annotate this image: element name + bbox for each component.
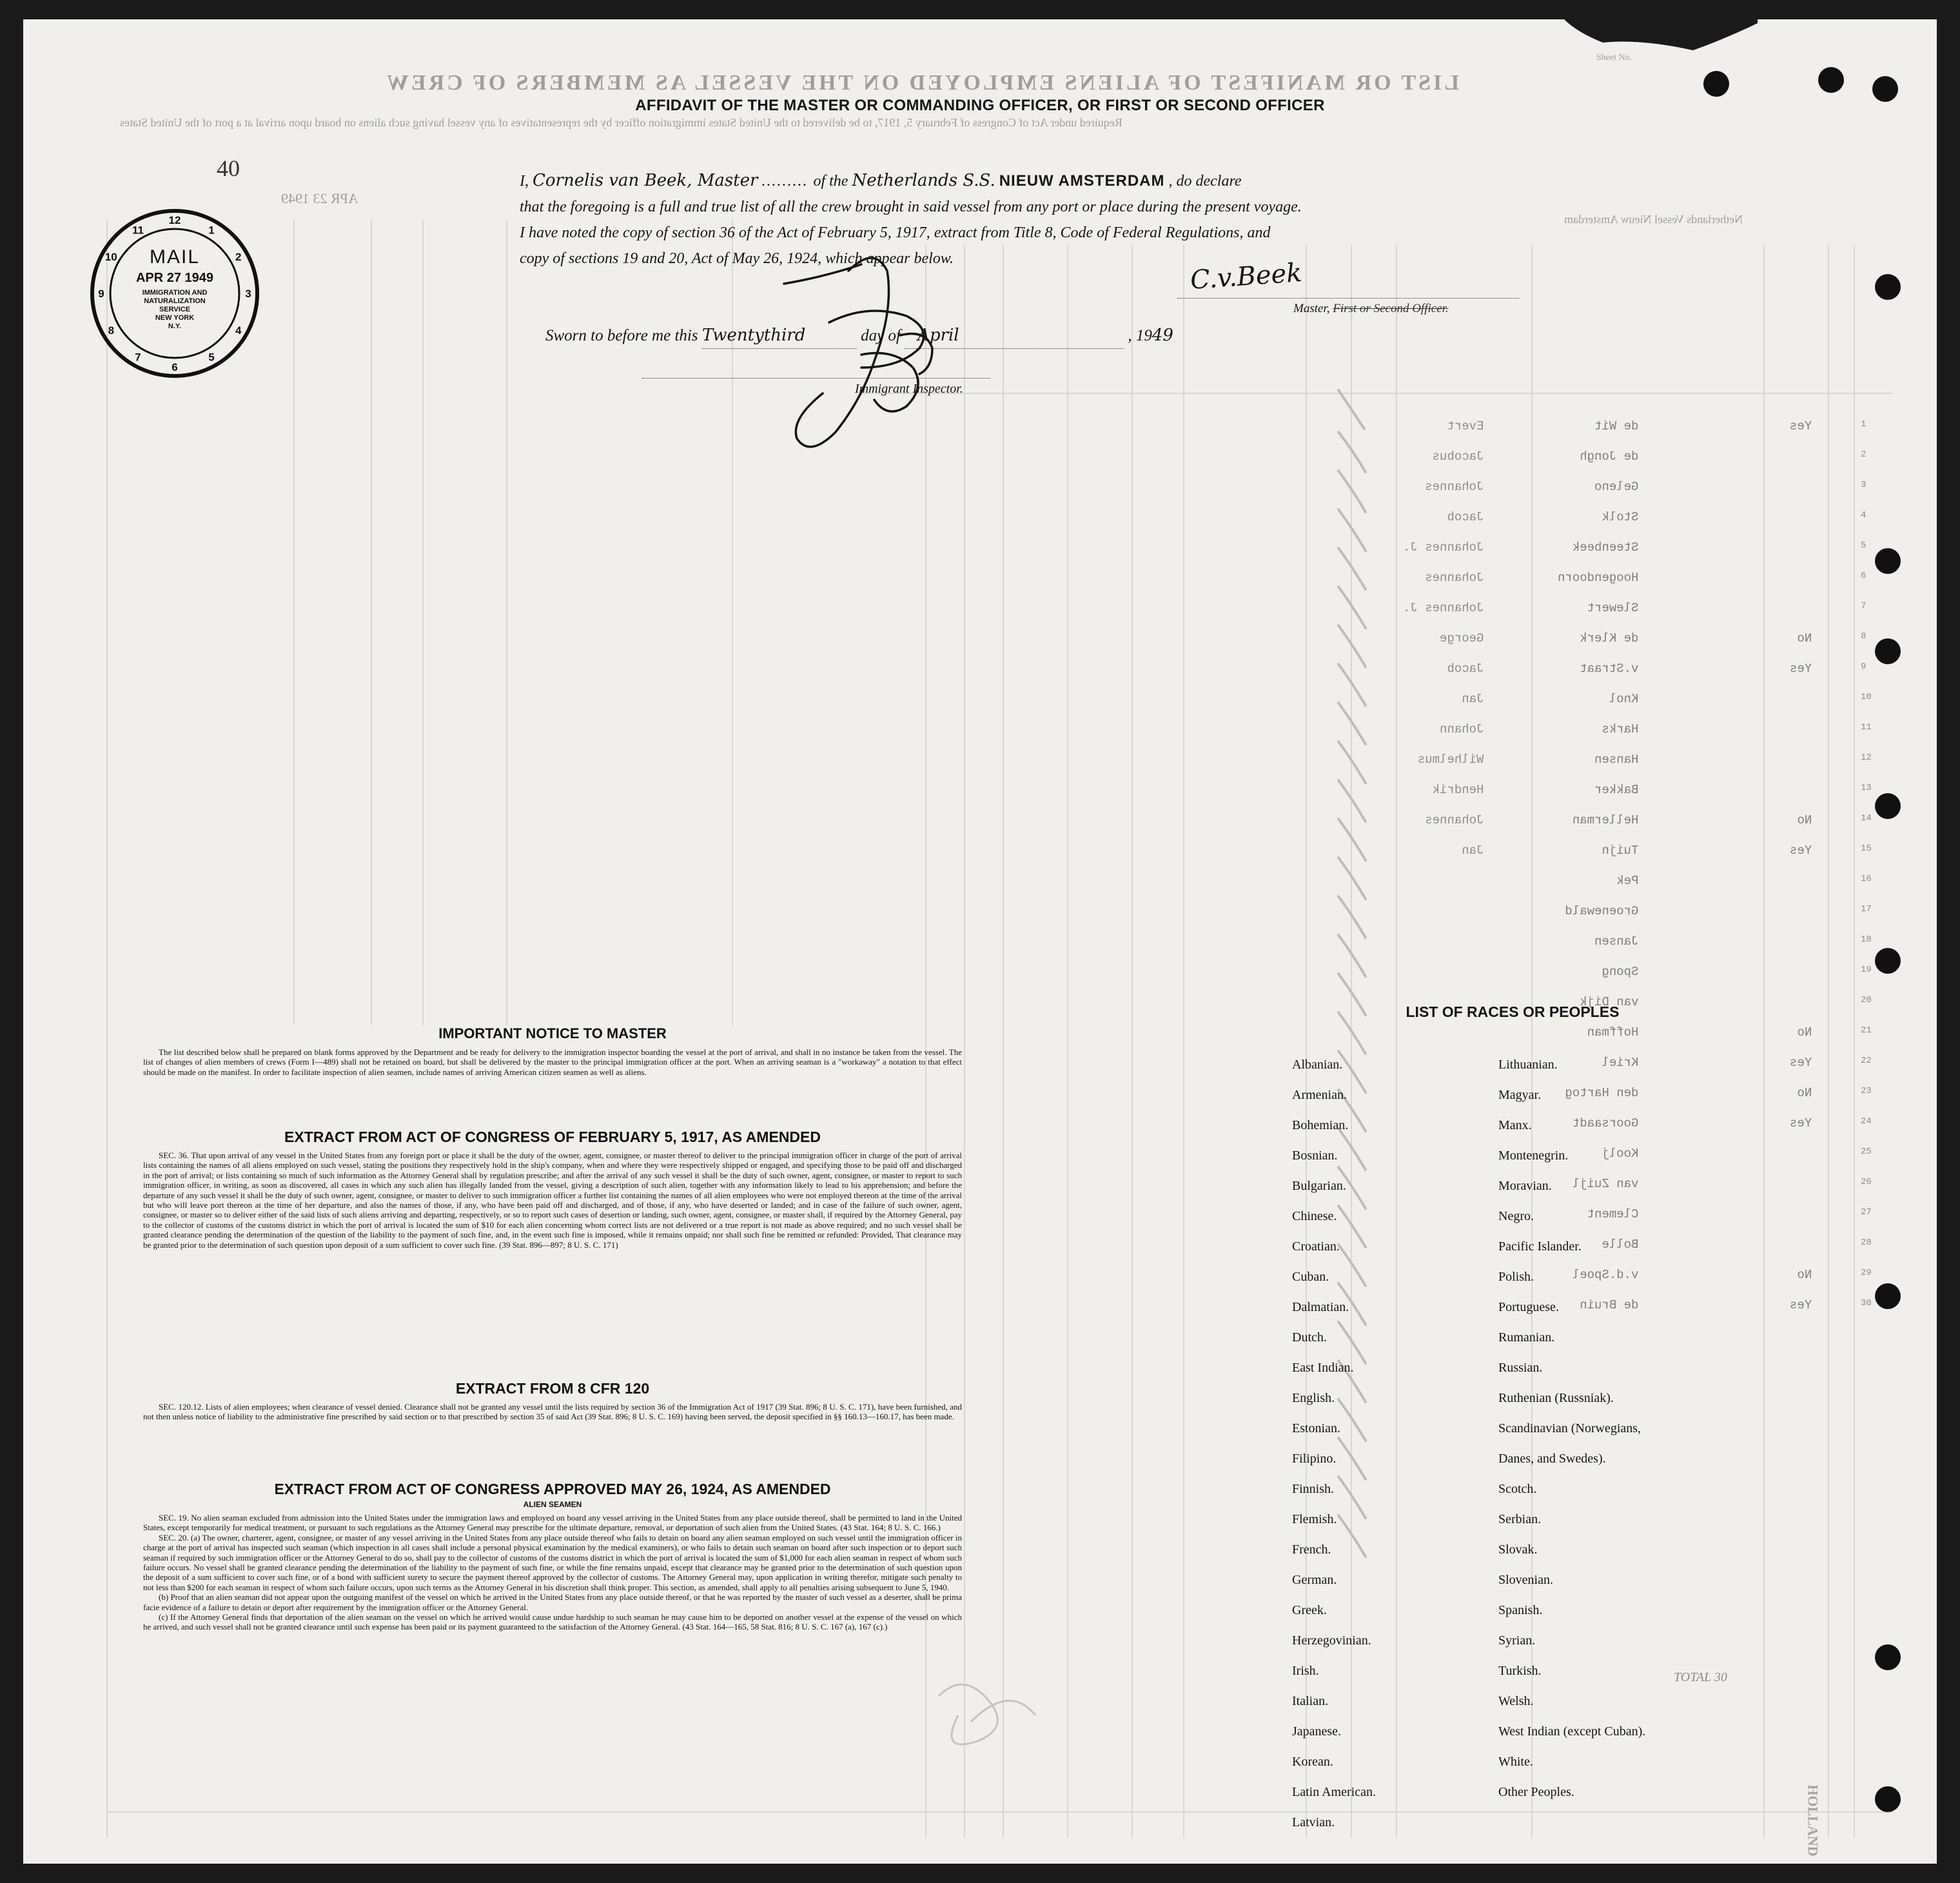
bleed-row-number: 3 (1861, 480, 1867, 490)
vessel-name: NIEUW AMSTERDAM (999, 172, 1165, 190)
bleed-yes-no: Yes (1790, 419, 1812, 433)
list-number: 40 (217, 155, 240, 181)
bleed-yes-no: Yes (1790, 1298, 1812, 1312)
bleed-yes-no (1790, 510, 1812, 540)
race-item: Latin American. (1292, 1785, 1376, 1799)
bleed-first-name: Hendrik (1432, 783, 1484, 797)
race-item: West Indian (except Cuban). (1498, 1724, 1646, 1739)
race-item: Polish. (1498, 1270, 1534, 1284)
faded-vessel-name: Netherlands Vessel Nieuw Amsterdam (1564, 213, 1743, 226)
bleed-row-number: 10 (1861, 692, 1872, 702)
inspector-signature (732, 245, 1042, 477)
punch-hole (1875, 793, 1901, 819)
bleed-first-name: Evert (1447, 419, 1484, 433)
race-item: Danes, and Swedes). (1498, 1452, 1606, 1466)
bleed-yes-no (1790, 540, 1812, 571)
affidavit-line-2: that the foregoing is a full and true list of all the crew brought in said vessel from any port or place during the present voyage. (520, 199, 1302, 215)
bleed-yes-no: No (1797, 1025, 1812, 1040)
bleed-first-name (1403, 934, 1484, 965)
sworn-month: April (905, 322, 1124, 349)
race-item: Finnish. (1292, 1482, 1335, 1496)
stamp-dial-number: 2 (235, 251, 242, 263)
sworn-line: Sworn to before me this Twentythird day of April , 1949 (520, 322, 1519, 349)
race-item: Scandinavian (Norwegians, (1498, 1421, 1642, 1435)
bleed-last-name: Hoogendoorn (1558, 571, 1639, 585)
manifest-page (23, 19, 1937, 1864)
bleed-first-name: Jacobus (1432, 449, 1484, 464)
bleed-last-name: Knol (1609, 692, 1639, 706)
bleed-last-name: de Jongh (1580, 449, 1639, 464)
race-item: Rumanian. (1498, 1330, 1555, 1345)
extract-cfr-title: EXTRACT FROM 8 CFR 120 (455, 1380, 650, 1397)
bleed-yes-no: Yes (1790, 1056, 1812, 1070)
punch-hole (1875, 1283, 1901, 1309)
race-item: Italian. (1292, 1694, 1329, 1708)
affidavit-line-3: I have noted the copy of section 36 of the Act of February 5, 1917, extract from Title 8, Code of Federal Regulations, and (520, 224, 1271, 241)
bleed-last-name: de Bruin (1580, 1298, 1639, 1312)
bleed-row-number: 24 (1861, 1116, 1872, 1127)
race-item: Dutch. (1292, 1330, 1327, 1345)
bleed-last-name: Goorsaadt (1572, 1116, 1639, 1130)
bleed-last-name: Jansen (1594, 934, 1639, 949)
bleed-holland-stamp: HOLLAND (1805, 1784, 1821, 1857)
race-item: Slovenian. (1498, 1573, 1553, 1587)
sworn-year: 49 (1152, 326, 1173, 345)
punch-hole (1875, 274, 1901, 300)
bleed-yes-no: Yes (1790, 662, 1812, 676)
bleed-last-name: Slewert (1587, 601, 1639, 615)
race-item: Lithuanian. (1498, 1058, 1558, 1072)
extract-cfr-body: SEC. 120.12. Lists of alien employees; when clearance of vessel denied. Clearance shall not be granted any vessel until the lists required by section 36 of the Immigration Act of 1917 (39 Stat. 896; 8 U. S. C. 171), have been furnished, and not then unless notice of liability to the administrative fine prescribed by said section or to that prescribed by section 35 of said Act (39 Stat. 896; 8 U. S. C. 169) having been served, the deposit specified in §§ 160.13—160.17, has been made. (143, 1402, 962, 1422)
bleed-yes-no (1790, 874, 1812, 904)
bleed-row-numbers (1861, 419, 1872, 1328)
race-item: French. (1292, 1543, 1331, 1557)
bleed-row-number: 29 (1861, 1268, 1872, 1278)
bleed-first-name: Jan (1462, 692, 1484, 706)
master-signature-line (1177, 298, 1519, 299)
race-item: Slovak. (1498, 1543, 1538, 1557)
bleed-last-name: Bakker (1594, 783, 1639, 797)
race-item: Irish. (1292, 1664, 1319, 1678)
bleed-yes-no (1790, 571, 1812, 601)
bleed-row-number: 30 (1861, 1298, 1872, 1308)
race-item: Ruthenian (Russniak). (1498, 1391, 1614, 1405)
race-item: Korean. (1292, 1755, 1333, 1769)
bleed-row-number: 1 (1861, 419, 1867, 429)
stamp-line: SERVICE (159, 306, 191, 313)
bleed-first-name (1403, 1147, 1484, 1177)
bleed-first-names (1403, 419, 1484, 1328)
mail-stamp (88, 206, 262, 380)
bleed-first-name (1403, 1207, 1484, 1237)
race-item: Herzegovinian. (1292, 1633, 1371, 1648)
stamp-dial-number: 6 (172, 361, 178, 373)
bleed-first-name: Johannes J. (1403, 540, 1484, 555)
stamp-dial-number: 1 (208, 224, 215, 237)
bleed-yes-no (1790, 1147, 1812, 1177)
race-item: Croatian. (1292, 1239, 1340, 1254)
bleed-first-name (1403, 874, 1484, 904)
bleed-first-name: Johannes J. (1403, 601, 1484, 615)
race-item: Japanese. (1292, 1724, 1342, 1739)
punch-hole (1703, 71, 1729, 97)
affidavit-title: AFFIDAVIT OF THE MASTER OR COMMANDING OFFICER, OR FIRST OR SECOND OFFICER (635, 97, 1325, 114)
bleed-row-number: 15 (1861, 843, 1872, 854)
bleed-yes-no (1790, 753, 1812, 783)
bleed-total: TOTAL 30 (1674, 1670, 1727, 1684)
race-item: Flemish. (1292, 1512, 1337, 1526)
bleed-last-name: Koolj (1602, 1147, 1639, 1161)
notice-body: The list described below shall be prepared on blank forms approved by the Department and be ready for delivery to the immigration inspector boarding the vessel at the port of arrival, and shall in no instance be taken from the vessel. The list of changes of alien members of crews (Form I—489) shall not be retained on board, but shall be delivered by the master to the principal immigration officer at the port. When an arriving seaman is a "workaway" a notation to that effect should be made on the manifest. In order to facilitate inspection of alien seamen, include names of arriving American citizen seamen as well as aliens. (143, 1047, 962, 1077)
bleed-last-name: Tuijn (1602, 843, 1639, 858)
bleed-first-name (1403, 1056, 1484, 1086)
bleed-row-number: 11 (1861, 722, 1872, 733)
punch-hole (1875, 1644, 1901, 1670)
bleed-yes-no: No (1797, 631, 1812, 646)
stamp-dial-number: 3 (245, 288, 251, 300)
bleed-last-name: Clement (1587, 1207, 1639, 1221)
races-left-column (1292, 1058, 1376, 1846)
bleed-last-name: Bolle (1602, 1237, 1639, 1252)
notice-title: IMPORTANT NOTICE TO MASTER (438, 1025, 667, 1041)
punch-hole (1818, 67, 1844, 93)
race-item: Chinese. (1292, 1209, 1337, 1223)
bleed-last-name: v.d.Spoel (1572, 1268, 1639, 1282)
race-item: Bosnian. (1292, 1149, 1338, 1163)
bleed-last-name: Hansen (1594, 753, 1639, 767)
bleed-row-number: 22 (1861, 1056, 1872, 1066)
race-item: White. (1498, 1755, 1533, 1769)
race-item: Negro. (1498, 1209, 1534, 1223)
bleed-row-number: 9 (1861, 662, 1867, 672)
nationality: Netherlands S.S. (852, 171, 995, 190)
race-item: Greek. (1292, 1603, 1327, 1617)
extract-1924-title: EXTRACT FROM ACT OF CONGRESS APPROVED MAY 26, 1924, AS AMENDED (274, 1481, 831, 1497)
extract-1924-body: SEC. 19. No alien seaman excluded from admission into the United States under the immigration laws and employed on board any vessel arriving in the United States from any place outside thereof, shall be permitted to land in the United States, except temporarily for medical treatment, or pursuant to such regulations as the Attorney General may prescribe for the ultimate departure, removal, or deportation of such alien from the United States. (43 Stat. 164; 8 U. S. C. 166.) SEC. 20. (a) The owner, charterer, agent, consignee, or master of any vessel arriving in the United States from any place outside thereof who fails to detain on board any alien seaman employed on such vessel until the immigration officer in charge at the port of arrival has inspected such seaman (which inspection in all cases shall include a personal physical examination by the medical examiners), or who fails to detain such seaman on board after such inspection or to deport such seaman if required by such immigration officer or the Attorney General to do so, shall pay to the collector of customs of the customs district in which the port of arrival is located the sum of $1,000 for each alien seaman in respect of whom such failure occurs. No vessel shall be granted clearance pending the determination of the liability to the payment of such fine, or while the fine remains unpaid, except that clearance may be granted prior to the determination of such question upon the deposit of a sum sufficient to cover such fine, or of a bond with sufficient surety to secure the payment thereof approved by the collector of customs. The Attorney General may, upon application in writing therefor, mitigate such penalty to not less than $200 for each seaman in respect of whom such failure occurs, upon such terms as the Attorney General in his discretion shall think proper. This section, as amended, shall apply to all penalties arising subsequent to June 5, 1940. (b) Proof that an alien seaman did not appear upon the outgoing manifest of the vessel on which he arrived in the United States from any place outside thereof, or that he was reported by the master of such vessel as a deserter, shall be prima facie evidence of a failure to detain or deport after requirement by the immigration officer or the Attorney General. (c) If the Attorney General finds that deportation of the alien seaman on the vessel on which he arrived would cause undue hardship to such seaman he may cause him to be deported on another vessel at the expense of the vessel on which he arrived, and such vessel shall not be granted clearance until such expense has been paid or its payment guaranteed to the satisfaction of the Attorney General. (43 Stat. 164—165, 58 Stat. 816; 8 U. S. C. 167 (a), 167 (c).) (143, 1513, 962, 1632)
faded-form-subtitle: Required under Act of Congress of February 5, 1917, to be delivered to the United States immigration officer by the representatives of any vessel having such aliens on board upon arrival at a port of the United States (120, 116, 1122, 129)
bleed-row-number: 19 (1861, 965, 1872, 975)
bleed-row-number: 8 (1861, 631, 1867, 642)
bleed-yes-no (1790, 934, 1812, 965)
bleed-row-number: 17 (1861, 904, 1872, 914)
bleed-last-name: de Klerk (1580, 631, 1639, 646)
stamp-line: IMMIGRATION AND (142, 289, 208, 297)
bleed-first-name: Johannes (1425, 571, 1484, 585)
bleed-first-name: Johann (1440, 722, 1484, 736)
stamp-line: NATURALIZATION (144, 297, 206, 305)
race-item: German. (1292, 1573, 1337, 1587)
bleed-yes-no (1790, 965, 1812, 995)
stamp-dial-number: 8 (108, 324, 115, 337)
bleed-row-number: 28 (1861, 1237, 1872, 1248)
race-item: Dalmatian. (1292, 1300, 1349, 1314)
race-item: Armenian. (1292, 1088, 1347, 1102)
bleed-row-number: 25 (1861, 1147, 1872, 1157)
bleed-last-name: Hoffman (1587, 1025, 1639, 1040)
extract-1917-body: SEC. 36. That upon arrival of any vessel in the United States from any foreign port or place it shall be the duty of the owner, agent, consignee, or master thereof to deliver to the principal immigration officer in charge of the port of arrival lists containing the names of all aliens employed on such vessel, stating the positions they respectively hold in the ship's company, when and where they were respectively shipped or engaged, and specifying those to be paid off and discharged in the port of arrival; or lists containing so much of such information as the Attorney General shall by regulation prescribe; and after the arrival of any such vessel it shall be the duty of such owner, agent, consignee, or master to report to such immigration officer, in writing, as soon as discovered, all cases in which any such alien has illegally landed from the vessel, giving a description of such alien, together with any information likely to lead to his apprehension; and before the departure of any such vessel it shall be the duty of such owner, agent, consignee, or master to deliver to such immigration officer a further list containing the names of all alien employees who were not employed thereon at the time of the arrival but who will leave port thereon at the time of her departure, and also the names of those, if any, who have been paid off and discharged, and of those, if any, who have deserted or landed; and in case of the failure of such owner, agent, consignee, or master so to deliver either of the said lists of such aliens arriving and departing, respectively, or so to report such cases of desertion or landing, such owner, agent, consignee, or master shall, if required by the Attorney General, pay to the collector of customs of the customs district in which the port of arrival is located the sum of $10 for each alien concerning whom correct lists are not delivered or a true report is not made as above required; and no such vessel shall be granted clearance pending the determination of the question of the liability to the payment of such fine, and, in the event such fine is imposed, while it remains unpaid; nor shall such fine be remitted or refunded: Provided, That clearance may be granted prior to the determination of such question upon deposit of a sum sufficient to cover such fine. (39 Stat. 896—897; 8 U. S. C. 171) (143, 1150, 962, 1250)
bleed-last-name: Pek (1616, 874, 1639, 888)
race-item: Other Peoples. (1498, 1785, 1574, 1799)
punch-hole (1875, 1786, 1901, 1812)
bleed-first-name (1403, 1237, 1484, 1268)
extract-1917-title: EXTRACT FROM ACT OF CONGRESS OF FEBRUARY 5, 1917, AS AMENDED (284, 1129, 821, 1145)
bleed-last-name: Geleno (1594, 480, 1639, 494)
bleed-first-name (1403, 1025, 1484, 1056)
bleed-yes-no (1790, 1207, 1812, 1237)
bleed-first-name (1403, 904, 1484, 934)
bleed-row-number: 27 (1861, 1207, 1872, 1218)
bleed-first-name (1403, 1086, 1484, 1116)
bleed-row-number: 23 (1861, 1086, 1872, 1096)
race-item: Welsh. (1498, 1694, 1534, 1708)
inspector-signature-line (642, 378, 990, 379)
punch-hole (1875, 638, 1901, 664)
race-item: Spanish. (1498, 1603, 1543, 1617)
stamp-dial-number: 11 (132, 224, 144, 237)
bleed-row-number: 7 (1861, 601, 1867, 611)
bleed-last-name: v.Straat (1580, 662, 1639, 676)
stamp-dial-number: 7 (135, 351, 141, 364)
race-item: Filipino. (1292, 1452, 1337, 1466)
bleed-row-number: 16 (1861, 874, 1872, 884)
bleed-yes-no: Yes (1790, 843, 1812, 858)
inspector-caption: Immigrant Inspector. (855, 382, 963, 396)
bleed-row-number: 13 (1861, 783, 1872, 793)
bleed-yes-no (1790, 601, 1812, 631)
bleed-yes-no (1790, 1237, 1812, 1268)
race-item: Magyar. (1498, 1088, 1542, 1102)
bleed-first-name: George (1440, 631, 1484, 646)
race-item: Portuguese. (1498, 1300, 1559, 1314)
stamp-dial-number: 9 (98, 288, 104, 300)
bleed-last-name: Harks (1602, 722, 1639, 736)
race-item: Moravian. (1498, 1179, 1552, 1193)
race-item: Russian. (1498, 1361, 1543, 1375)
bleed-yes-no: No (1797, 813, 1812, 827)
race-item: Estonian. (1292, 1421, 1340, 1435)
punch-hole (1875, 548, 1901, 574)
stamp-dial-number: 5 (208, 351, 215, 364)
bleed-yes-no (1790, 783, 1812, 813)
race-item: Bohemian. (1292, 1118, 1349, 1132)
bleed-first-name: Jacob (1447, 662, 1484, 676)
bleed-yes-no (1790, 480, 1812, 510)
bleed-row-number: 5 (1861, 540, 1867, 551)
punch-hole (1875, 948, 1901, 974)
bleed-row-number: 2 (1861, 449, 1867, 460)
race-item: Bulgarian. (1292, 1179, 1346, 1193)
bleed-row-number: 14 (1861, 813, 1872, 823)
race-item: Pacific Islander. (1498, 1239, 1582, 1254)
torn-corner (1564, 19, 1758, 64)
race-item: Syrian. (1498, 1633, 1536, 1648)
bleed-last-name: Kriel (1602, 1056, 1639, 1070)
bleed-first-name (1403, 1116, 1484, 1147)
races-title: LIST OF RACES OR PEOPLES (1406, 1003, 1620, 1020)
bleed-last-name: Stolk (1602, 510, 1639, 524)
affidavit-line-1: I, Cornelis van Beek, Master ......... of the Netherlands S.S. NIEUW AMSTERDAM , do declare (520, 171, 1242, 190)
bleed-last-name: Hellerman (1572, 813, 1639, 827)
bleed-first-name (1403, 1268, 1484, 1298)
bleed-first-name: Wilhelmus (1417, 753, 1484, 767)
bleed-row-number: 26 (1861, 1177, 1872, 1187)
race-item: East Indian. (1292, 1361, 1354, 1375)
master-caption: Master, First or Second Officer. (1293, 302, 1449, 315)
bleed-row-number: 18 (1861, 934, 1872, 945)
bleed-first-name: Jacob (1447, 510, 1484, 524)
bleed-yes-no (1790, 722, 1812, 753)
race-item: Latvian. (1292, 1815, 1335, 1829)
bleed-yes-no (1790, 904, 1812, 934)
bleed-last-name: den Hartog (1565, 1086, 1639, 1100)
extract-1924-subtitle: ALIEN SEAMEN (523, 1500, 582, 1509)
stamp-dial-number: 4 (235, 324, 242, 337)
master-name: Cornelis van Beek, Master (533, 171, 758, 190)
stamp-mail: MAIL (149, 246, 201, 268)
bleed-first-name (1403, 1298, 1484, 1328)
sworn-day: Twentythird (702, 322, 857, 349)
master-signature: C.v.Beek (1189, 258, 1303, 295)
bleed-yes-no: No (1797, 1268, 1812, 1282)
stamp-dial-number: 12 (168, 214, 181, 226)
race-item: Cuban. (1292, 1270, 1329, 1284)
bleed-last-name: van Zuijl (1572, 1177, 1639, 1191)
bleed-last-name: van Dijk (1580, 995, 1639, 1009)
bleed-yes-no (1790, 692, 1812, 722)
bleed-row-number: 4 (1861, 510, 1867, 520)
faded-form-title: LIST OR MANIFEST OF ALIENS EMPLOYED ON THE VESSEL AS MEMBERS OF CREW (384, 71, 1459, 95)
bleed-row-number: 20 (1861, 995, 1872, 1005)
race-item: Manx. (1498, 1118, 1532, 1132)
bleed-last-name: Steenbeek (1572, 540, 1639, 555)
bleed-first-name: Jan (1462, 843, 1484, 858)
bleed-last-name: Groenewald (1565, 904, 1639, 918)
bleed-first-name (1403, 1177, 1484, 1207)
race-item: Montenegrin. (1498, 1149, 1569, 1163)
race-item: Turkish. (1498, 1664, 1542, 1678)
bleed-first-name (1403, 965, 1484, 995)
bleed-yes-no (1790, 995, 1812, 1025)
stamp-date: APR 27 1949 (135, 271, 214, 285)
bleed-last-name: Spong (1602, 965, 1639, 979)
bleed-yes-no (1790, 1177, 1812, 1207)
bleed-yes-no (1790, 419, 1812, 1328)
affidavit-line-4: copy of sections 19 and 20, Act of May 26, 1924, which appear below. (520, 250, 954, 267)
sheet-number: Sheet No. (1596, 53, 1632, 63)
bleed-row-number: 6 (1861, 571, 1867, 581)
bleed-last-name: de Wit (1594, 419, 1639, 433)
bleed-row-number: 21 (1861, 1025, 1872, 1036)
bleed-yes-no: No (1797, 1086, 1812, 1100)
races-right-column (1498, 1058, 1645, 1815)
stamp-line: N.Y. (168, 322, 182, 330)
stamp-dial-number: 10 (104, 251, 117, 263)
race-item: Scotch. (1498, 1482, 1537, 1496)
race-item: Serbian. (1498, 1512, 1542, 1526)
bleed-yes-no: Yes (1790, 1116, 1812, 1130)
bleed-row-number: 12 (1861, 753, 1872, 763)
faded-date: APR 23 1949 (281, 190, 358, 206)
bleed-first-name: Johannes (1425, 813, 1484, 827)
bleed-yes-no (1790, 449, 1812, 480)
stamp-line: NEW YORK (155, 314, 195, 322)
race-item: Albanian. (1292, 1058, 1343, 1072)
race-item: English. (1292, 1391, 1335, 1405)
bleed-first-name: Johannes (1425, 480, 1484, 494)
